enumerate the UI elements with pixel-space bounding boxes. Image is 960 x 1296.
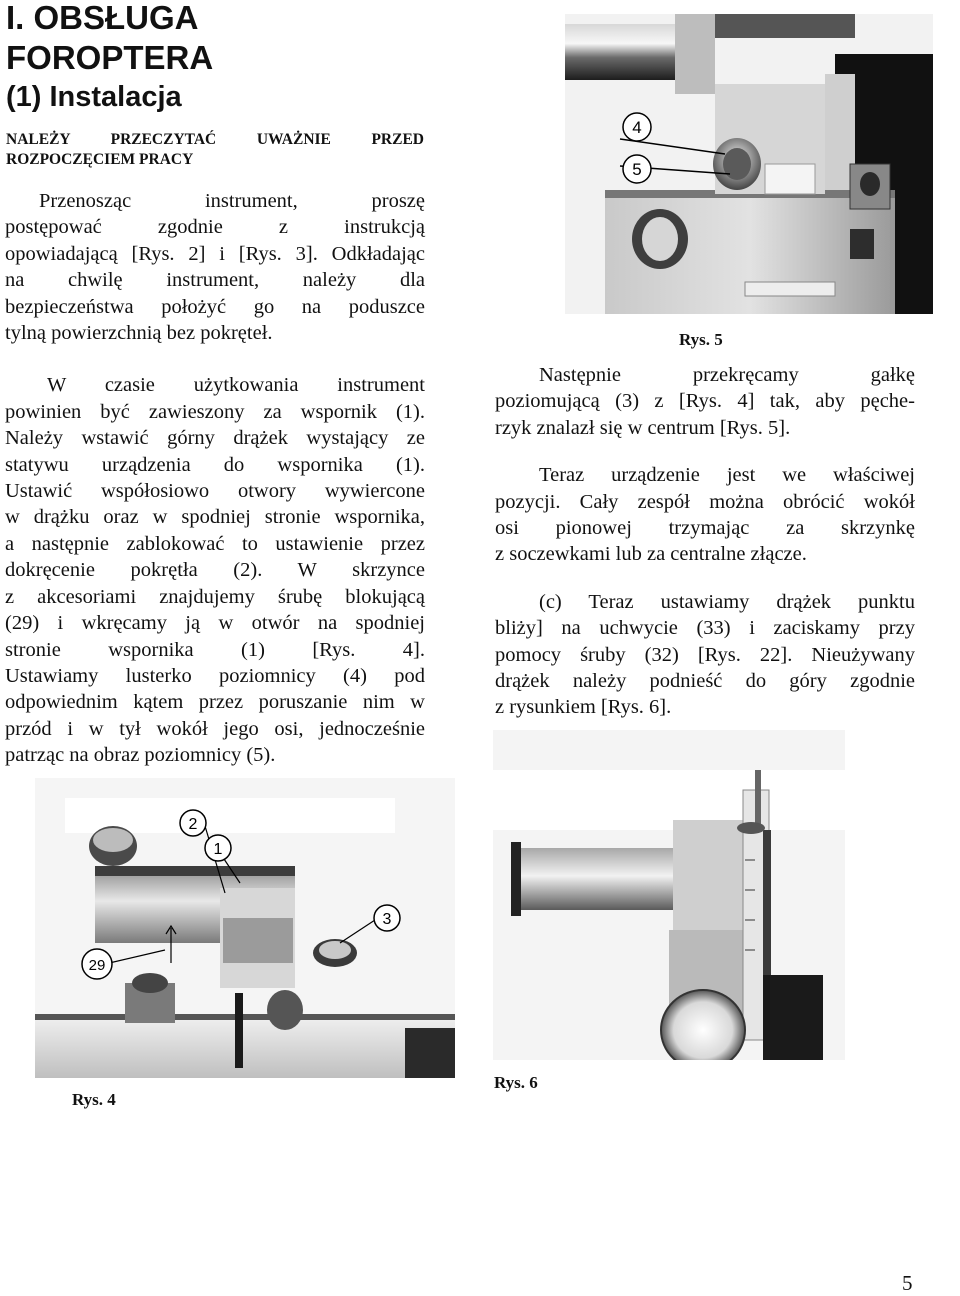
level-mirror-illustration — [565, 14, 933, 314]
figure-6-photo — [493, 730, 845, 1060]
text-line: powinien być zawieszony za wspornik (1). — [5, 400, 425, 423]
text-line: bezpieczeństwa położyć go na poduszce — [5, 295, 425, 318]
callout-1: 1 — [213, 841, 223, 858]
text-line: przód i w tył wokół jego osi, jednocześnie — [5, 717, 425, 740]
bracket-mount-illustration — [35, 778, 455, 1078]
text-line: z rysunkiem [Rys. 6]. — [495, 696, 672, 719]
text-line: (29) i wkręcamy ją w otwór na spodniej — [5, 612, 425, 635]
paragraph-mounting — [5, 372, 425, 768]
callout-4: 4 — [632, 118, 642, 137]
text-line: (c) Teraz ustawiamy drążek punktu — [539, 590, 915, 613]
paragraph-near-point-rod — [495, 589, 915, 721]
callout-5: 5 — [632, 160, 642, 179]
figure-6-caption: Rys. 6 — [494, 1073, 538, 1092]
page-heading — [6, 0, 446, 113]
page-number: 5 — [902, 1271, 913, 1295]
left-column — [5, 188, 425, 769]
text-line: na chwilę instrument, należy dla — [5, 269, 425, 292]
notice-line1: NALEŻY PRZECZYTAĆ UWAŻNIE PRZED — [6, 131, 424, 148]
figure-4-photo — [35, 778, 455, 1078]
text-line: pozycji. Cały zespół można obrócić wokół — [495, 490, 915, 513]
read-carefully-notice — [6, 130, 424, 170]
notice-line2: ROZPOCZĘCIEM PRACY — [6, 151, 194, 168]
text-line: postępować zgodnie z instrukcją — [5, 216, 425, 239]
near-point-rod-illustration — [493, 730, 845, 1060]
text-line: statywu urządzenia do wspornika (1). — [5, 453, 425, 476]
figure-5-photo — [565, 14, 933, 314]
text-line: Następnie przekręcamy gałkę — [539, 364, 915, 386]
callout-3: 3 — [382, 911, 392, 928]
figure-4-caption: Rys. 4 — [72, 1090, 116, 1109]
callout-2: 2 — [188, 816, 198, 833]
figure-5-caption: Rys. 5 — [679, 330, 723, 349]
text-line: stronie wspornika (1) [Rys. 4]. — [5, 638, 425, 661]
text-line: bliży] na uchwycie (33) i zaciskamy przy — [495, 617, 915, 640]
text-line: poziomującą (3) z [Rys. 4] tak, aby pęche- — [495, 390, 915, 413]
text-line: Ustawiamy lusterko poziomnicy (4) pod — [5, 664, 425, 687]
text-line: dokręcenie pokrętła (2). W skrzynce — [5, 559, 425, 582]
text-line: opowiadającą [Rys. 2] i [Rys. 3]. Odkładając — [5, 242, 425, 265]
paragraph-position — [495, 462, 915, 568]
text-line: a następnie zablokować to ustawienie przez — [5, 532, 425, 555]
section-title: (1) Instalacja — [6, 81, 182, 113]
callout-29: 29 — [88, 957, 106, 974]
text-line: patrząc na obraz poziomnicy (5). — [5, 744, 276, 767]
text-line: z soczewkami lub za centralne złącze. — [495, 543, 807, 566]
text-line: osi pionowej trzymając za skrzynkę — [495, 517, 915, 540]
text-line: rzyk znalazł się w centrum [Rys. 5]. — [495, 416, 791, 439]
text-line: Należy wstawić górny drążek wystający ze — [5, 427, 425, 450]
chapter-title-line1: I. OBSŁUGA — [6, 0, 199, 36]
text-line: Teraz urządzenie jest we właściwej — [539, 464, 915, 487]
right-column — [495, 362, 915, 721]
text-line: W czasie użytkowania instrument — [47, 374, 425, 397]
text-line: odpowiednim kątem przez poruszanie nim w — [5, 691, 425, 714]
text-line: Przenosząc instrument, proszę — [39, 190, 425, 212]
chapter-title-line2: FOROPTERA — [6, 39, 214, 76]
text-line: w drążku oraz w spodniej stronie wspornika, — [5, 506, 425, 529]
paragraph-transport — [5, 188, 425, 346]
text-line: z akcesoriami znajdujemy śrubę blokującą — [5, 585, 425, 608]
text-line: tylną powierzchnią bez pokręteł. — [5, 322, 273, 345]
text-line: drążek należy podnieść do góry zgodnie — [495, 670, 915, 693]
text-line: pomocy śruby (32) [Rys. 22]. Nieużywany — [495, 643, 915, 666]
text-line: Ustawić współosiowo otwory wywiercone — [5, 480, 425, 503]
paragraph-leveling — [495, 362, 915, 441]
